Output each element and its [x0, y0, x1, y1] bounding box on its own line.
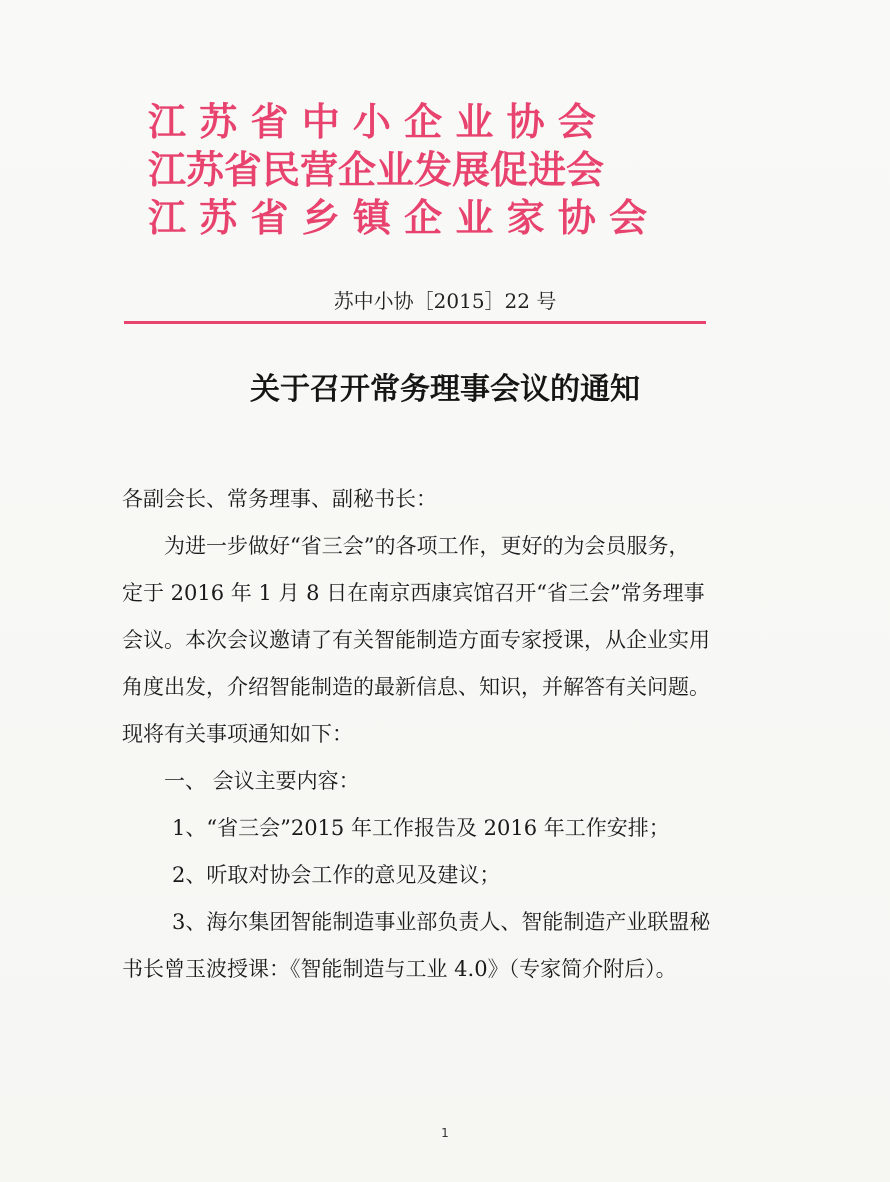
org-name-line-3: 江 苏 省 乡 镇 企 业 家 协 会 [148, 196, 648, 240]
red-divider [124, 321, 706, 324]
org-name-line-2: 江苏省民营企业发展促进会 [148, 148, 605, 192]
notice-title: 关于召开常务理事会议的通知 [250, 372, 640, 407]
org-name-line-1: 江 苏 省 中 小 企 业 协 会 [148, 100, 596, 144]
paragraph-line: 角度出发，介绍智能制造的最新信息、知识，并解答有关问题。 [122, 675, 710, 699]
section-heading: 一、 会议主要内容： [164, 769, 360, 793]
list-item: 2、听取对协会工作的意见及建议； [172, 863, 501, 887]
list-item: 1、“省三会”2015 年工作报告及 2016 年工作安排； [172, 816, 670, 840]
page-number: 1 [441, 1126, 449, 1140]
paragraph-line: 为进一步做好“省三会”的各项工作，更好的为会员服务， [164, 534, 690, 558]
notice-body [122, 476, 772, 993]
paragraph-line: 现将有关事项通知如下： [122, 722, 353, 746]
letterhead [148, 98, 688, 242]
salutation: 各副会长、常务理事、副秘书长： [122, 487, 437, 511]
document-number: 苏中小协［2015］22 号 [333, 289, 557, 313]
list-item: 3、海尔集团智能制造事业部负责人、智能制造产业联盟秘 [172, 910, 711, 934]
paragraph-line: 会议。本次会议邀请了有关智能制造方面专家授课，从企业实用 [122, 628, 710, 652]
paragraph-line: 定于 2016 年 1 月 8 日在南京西康宾馆召开“省三会”常务理事 [122, 581, 705, 605]
list-item-continuation: 书长曾玉波授课：《智能制造与工业 4.0》（专家简介附后）。 [122, 957, 677, 981]
